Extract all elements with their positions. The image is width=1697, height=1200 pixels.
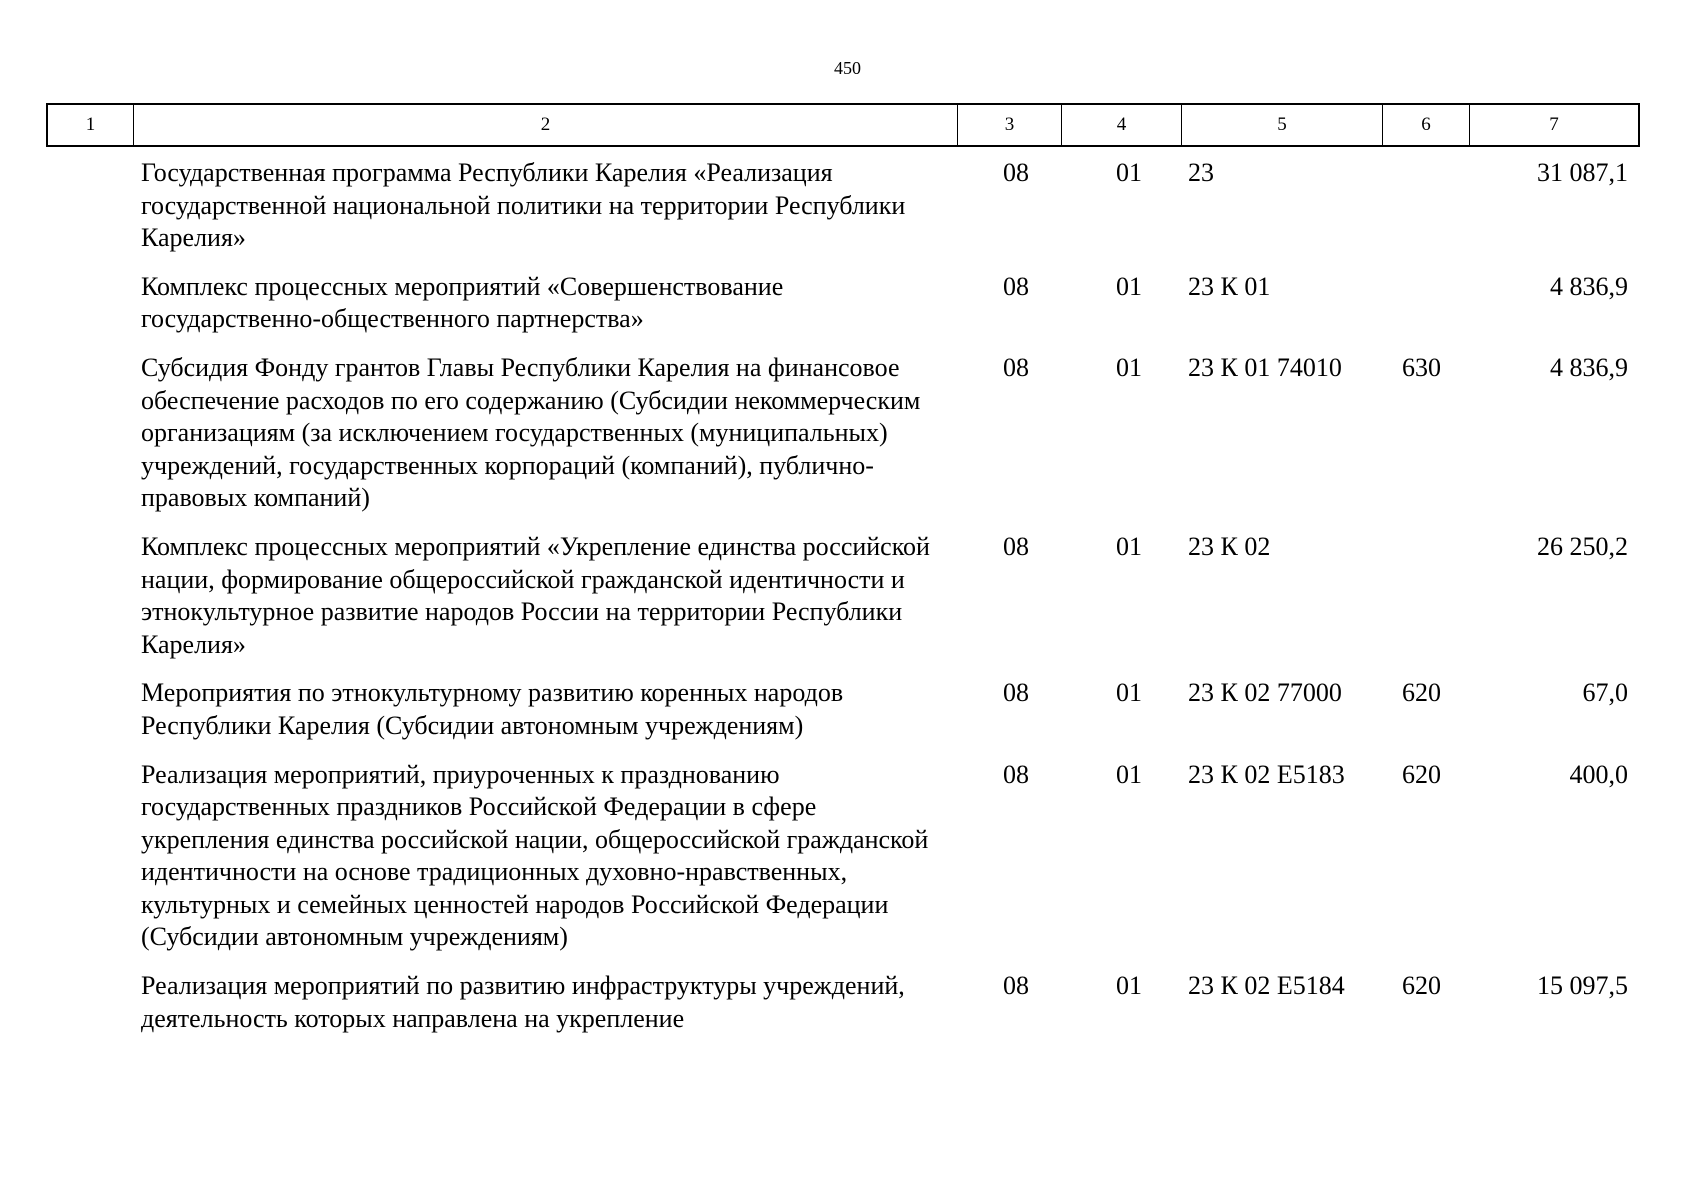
page-number: 450	[834, 58, 861, 78]
row-name: Комплекс процессных мероприятий «Совершенствование государственно-общественного партнерства»	[141, 271, 784, 334]
row-section: 08	[1003, 271, 1029, 301]
row-amount: 4 836,9	[1550, 271, 1628, 301]
row-name: Мероприятия по этнокультурному развитию коренных народов Республики Карелия (Субсидии автономным учреждениям)	[141, 678, 844, 740]
row-section: 08	[1003, 759, 1029, 789]
header-cell-5: 5	[1182, 105, 1383, 145]
row-amount: 400,0	[1569, 759, 1628, 789]
row-target-code: 23 К 02	[1188, 531, 1271, 561]
table-header	[46, 103, 1640, 147]
row-target-code: 23 К 01	[1188, 271, 1271, 301]
row-expense-type: 620	[1402, 971, 1441, 1001]
row-subsection: 01	[1116, 759, 1142, 789]
row-expense-type: 620	[1402, 759, 1441, 789]
table-row	[46, 157, 1640, 255]
row-expense-type	[1381, 157, 1468, 255]
row-target-code: 23 К 01 74010	[1188, 352, 1342, 382]
row-target-code: 23 К 02 Е5184	[1188, 971, 1345, 1001]
row-name: Субсидия Фонду грантов Главы Республики Карелия на финансовое обеспечение расходов по его содержанию (Субсидии некоммерческим организациям (за исключением государственных (муниципальных) учреждений, государственных корпораций (компаний), публично-правовых компаний)	[141, 352, 921, 513]
row-section: 08	[1003, 531, 1029, 561]
row-amount: 67,0	[1582, 678, 1628, 708]
row-number	[46, 531, 132, 661]
row-amount: 26 250,2	[1537, 531, 1628, 561]
table-row	[46, 970, 1640, 1035]
header-cell-7: 7	[1549, 114, 1559, 135]
row-name: Реализация мероприятий, приуроченных к празднованию государственных праздников Российской Федерации в сфере укрепления единства российской нации, общероссийской гражданской идентичности на основе традиционных духовно-нравственных, культурных и семейных ценностей народов Российской Федерации (Субсидии автономным учреждениям)	[141, 759, 929, 952]
table-row	[46, 759, 1640, 955]
row-amount: 31 087,1	[1537, 158, 1628, 187]
row-section: 08	[1003, 678, 1029, 708]
header-cell-1: 1	[48, 105, 134, 145]
header-cell-3: 3	[958, 105, 1062, 145]
row-subsection: 01	[1116, 971, 1142, 1001]
row-subsection: 01	[1116, 352, 1142, 382]
table-row	[46, 677, 1640, 742]
row-target-code: 23	[1188, 158, 1214, 187]
row-name: Государственная программа Республики Карелия «Реализация государственной национальной политики на территории Республики Карелия»	[141, 158, 906, 253]
row-subsection: 01	[1116, 158, 1142, 187]
row-subsection: 01	[1116, 271, 1142, 301]
row-subsection: 01	[1116, 678, 1142, 708]
table-row	[46, 271, 1640, 336]
row-name: Реализация мероприятий по развитию инфраструктуры учреждений, деятельность которых направлена на укрепление	[141, 971, 905, 1033]
row-target-code: 23 К 02 Е5183	[1188, 759, 1345, 789]
row-expense-type	[1381, 531, 1468, 661]
row-section: 08	[1003, 971, 1029, 1001]
row-number	[46, 352, 132, 515]
row-target-code: 23 К 02 77000	[1188, 678, 1342, 708]
table-body	[46, 157, 1640, 1051]
row-name: Комплекс процессных мероприятий «Укрепление единства российской нации, формирование общероссийской гражданской идентичности и этнокультурное развитие народов России на территории Республики Карелия»	[141, 531, 930, 659]
row-section: 08	[1003, 158, 1029, 187]
row-expense-type: 620	[1402, 678, 1441, 708]
row-amount: 15 097,5	[1537, 971, 1628, 1001]
header-cell-6: 6	[1383, 105, 1470, 145]
row-number	[46, 970, 132, 1035]
row-section: 08	[1003, 352, 1029, 382]
row-number	[46, 271, 132, 336]
header-cell-4: 4	[1062, 105, 1182, 145]
row-number	[46, 759, 132, 955]
header-cell-2: 2	[134, 105, 958, 145]
table-row	[46, 531, 1640, 661]
row-expense-type	[1381, 271, 1468, 336]
row-expense-type: 630	[1402, 352, 1441, 382]
row-subsection: 01	[1116, 531, 1142, 561]
table-row	[46, 352, 1640, 515]
row-number	[46, 157, 132, 255]
row-amount: 4 836,9	[1550, 352, 1628, 382]
row-number	[46, 677, 132, 742]
